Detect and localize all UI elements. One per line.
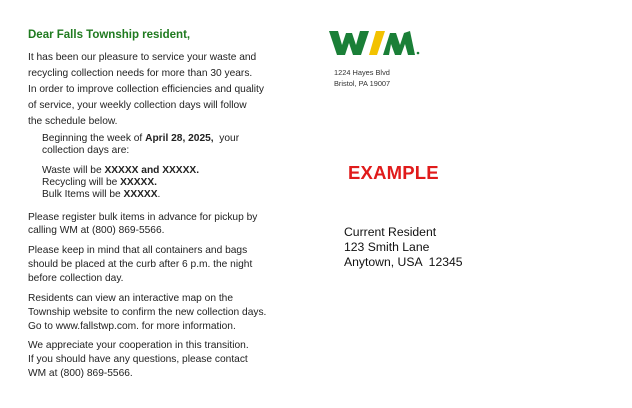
recycling-line bbox=[42, 177, 239, 189]
waste-days: XXXXX and XXXXX. bbox=[104, 165, 200, 176]
intro-paragraph bbox=[28, 50, 264, 130]
containers-line: should be placed at the curb after 6 p.m. the night bbox=[28, 259, 253, 270]
schedule-week-line bbox=[42, 133, 239, 145]
waste-prefix: Waste will be bbox=[42, 165, 105, 176]
recipient-city: Anytown, USA 12345 bbox=[344, 255, 463, 269]
week-prefix: Beginning the week of bbox=[42, 133, 146, 144]
example-stamp: EXAMPLE bbox=[348, 162, 439, 183]
residents-line: Go to www.fallstwp.com. for more information. bbox=[28, 321, 236, 332]
register-line: Please register bulk items in advance for pickup by bbox=[28, 212, 258, 223]
bulk-line bbox=[42, 189, 239, 201]
wm-logo-icon bbox=[329, 30, 421, 56]
recipient-name: Current Resident bbox=[344, 225, 437, 239]
appreciate-line: We appreciate your cooperation in this transition. bbox=[28, 340, 249, 351]
bulk-prefix: Bulk Items will be bbox=[42, 189, 124, 200]
intro-line: recycling collection needs for more than 30 years. bbox=[28, 68, 253, 79]
containers-line: before collection day. bbox=[28, 273, 124, 284]
appreciate-paragraph bbox=[28, 339, 249, 381]
week-date: April 28, 2025, bbox=[145, 133, 214, 144]
sender-address-line1: 1224 Hayes Blvd bbox=[334, 68, 390, 77]
waste-line bbox=[42, 165, 239, 177]
recycling-days: XXXXX. bbox=[120, 177, 157, 188]
week-suffix: your bbox=[213, 133, 240, 144]
sender-address bbox=[334, 67, 390, 89]
containers-line: Please keep in mind that all containers and bags bbox=[28, 245, 248, 256]
register-line: calling WM at (800) 869-5566. bbox=[28, 225, 165, 236]
intro-line: of service, your weekly collection days will follow bbox=[28, 100, 247, 111]
recipient-street: 123 Smith Lane bbox=[344, 240, 430, 254]
schedule-block bbox=[42, 133, 239, 201]
appreciate-line: If you should have any questions, please contact bbox=[28, 354, 248, 365]
greeting: Dear Falls Township resident, bbox=[28, 29, 191, 41]
residents-line: Residents can view an interactive map on the bbox=[28, 293, 233, 304]
register-paragraph bbox=[28, 211, 257, 237]
intro-line: It has been our pleasure to service your waste and bbox=[28, 52, 257, 63]
appreciate-line: WM at (800) 869-5566. bbox=[28, 368, 133, 379]
bulk-suffix: . bbox=[157, 189, 161, 200]
containers-paragraph bbox=[28, 244, 252, 286]
schedule-week-line2: collection days are: bbox=[42, 145, 130, 156]
intro-line: In order to improve collection efficiencies and quality bbox=[28, 84, 264, 95]
sender-address-line2: Bristol, PA 19007 bbox=[334, 79, 391, 88]
bulk-days: XXXXX bbox=[123, 189, 158, 200]
residents-paragraph bbox=[28, 292, 266, 334]
recycling-prefix: Recycling will be bbox=[42, 177, 121, 188]
residents-line: Township website to confirm the new collection days. bbox=[28, 307, 267, 318]
intro-line: the schedule below. bbox=[28, 116, 118, 127]
recipient-address bbox=[344, 225, 463, 270]
